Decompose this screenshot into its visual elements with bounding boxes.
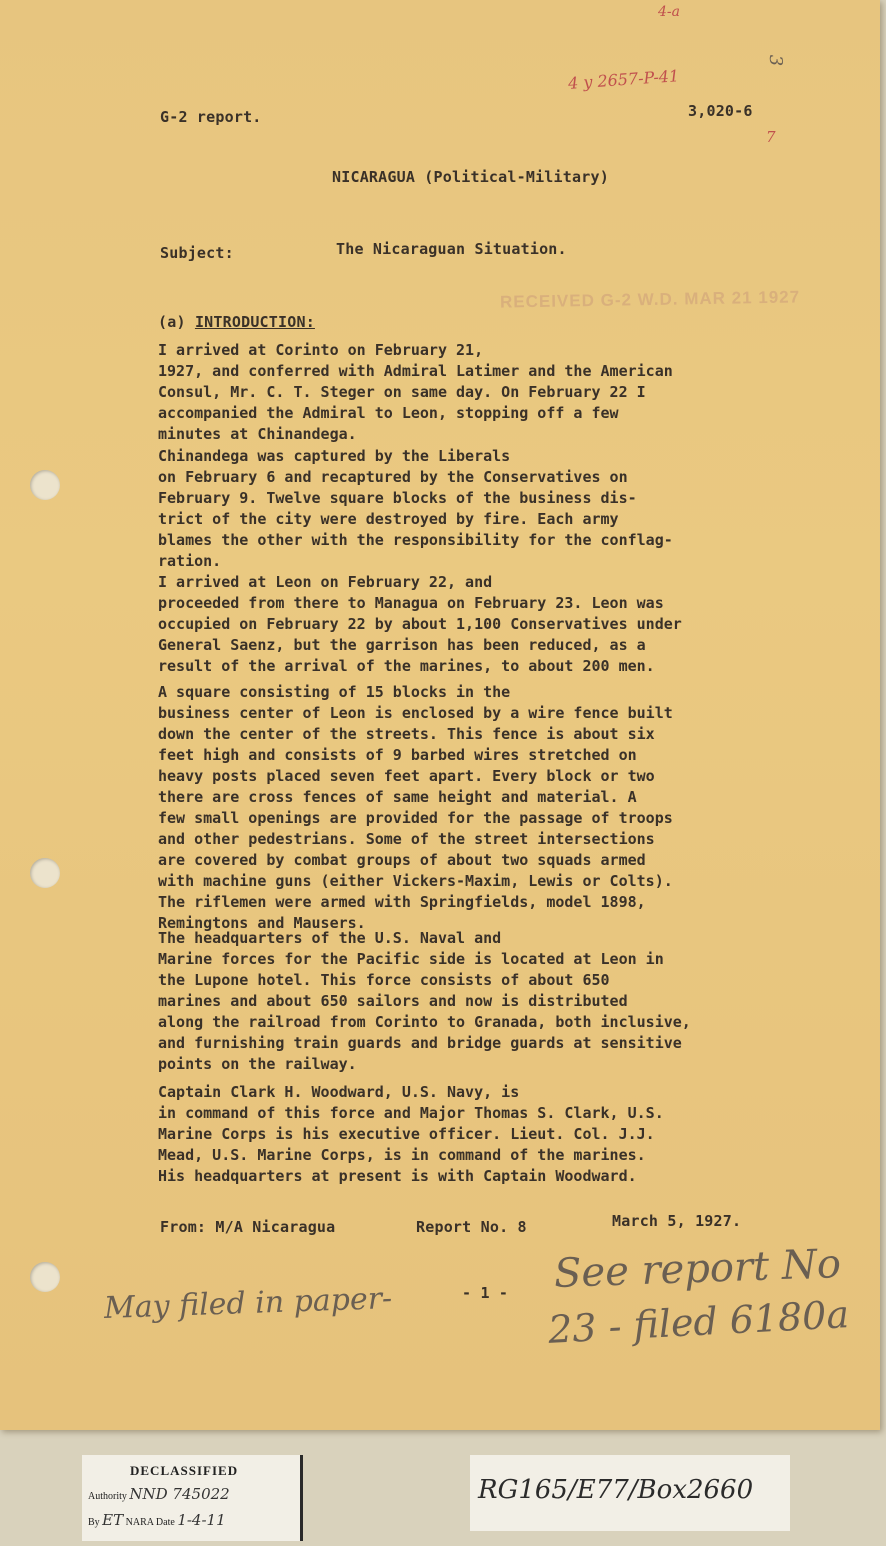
footer-report-number: Report No. 8 <box>416 1218 527 1236</box>
paragraph: A square consisting of 15 blocks in the business center of Leon is enclosed by a wire fence built down the center of the streets. This fence is about six feet high and consists of 9 barbed wires stretched on heavy posts placed seven feet apart. Every block or two there are cross fences of same height and material. A few small openings are provided for the passage of troops and other pedestrians. Some of the street intersections are covered by combat groups of about two squads armed with machine guns (either Vickers-Maxim, Lewis or Colts). The riflemen were armed with Springfields, model 1898, Remingtons and Mausers. <box>158 683 673 932</box>
handwritten-red-note: 4-a <box>658 4 680 20</box>
subject-text: The Nicaraguan Situation. <box>336 240 567 258</box>
handwritten-file-reference: 4 y 2657-P-41 <box>567 66 680 93</box>
nara-date-label: NARA Date <box>125 1517 175 1528</box>
section-heading <box>158 313 315 331</box>
declassification-stamp <box>82 1455 303 1541</box>
punch-hole <box>30 470 60 500</box>
file-number: 3,020-6 <box>688 102 753 120</box>
paragraph: Captain Clark H. Woodward, U.S. Navy, is in command of this force and Major Thomas S. Clark, U.S. Marine Corps is his executive officer. Lieut. Col. J.J. Mead, U.S. Marine Corps, is in command of the marines. His headquarters at present is with Captain Woodward. <box>158 1083 664 1185</box>
handwritten-filed-reference: 23 - filed 6180a <box>547 1292 851 1352</box>
footer-from: From: M/A Nicaragua <box>160 1218 336 1236</box>
record-group-text: RG165/E77/Box2660 <box>478 1475 754 1505</box>
punch-hole <box>30 858 60 888</box>
declassified-title: DECLASSIFIED <box>130 1463 239 1478</box>
handwritten-red-number: 7 <box>766 128 776 146</box>
handwritten-filed-note: May filed in paper- <box>103 1280 393 1327</box>
authority-value: NND 745022 <box>129 1485 230 1503</box>
footer-date: March 5, 1927. <box>612 1212 742 1230</box>
paragraph: Chinandega was captured by the Liberals on February 6 and recaptured by the Conservatives on February 9. Twelve square blocks of the business dis- trict of the city were destroyed by fire. Each army blames the other with the responsibility for the conflag- ration. <box>158 447 673 570</box>
authority-label: Authority <box>88 1491 127 1502</box>
subject-label: Subject: <box>160 244 234 262</box>
section-title: INTRODUCTION: <box>194 313 315 331</box>
report-type: G-2 report. <box>160 108 262 126</box>
paragraph: The headquarters of the U.S. Naval and Marine forces for the Pacific side is located at Leon in the Lupone hotel. This force consists of about 650 marines and about 650 sailors and now is distributed along the railroad from Corinto to Granada, both inclusive, and furnishing train guards and bridge guards at sensitive points on the railway. <box>158 929 691 1073</box>
page-number: - 1 - <box>462 1284 509 1302</box>
country-heading: NICARAGUA (Political-Military) <box>332 168 609 186</box>
handwritten-margin-number: 3 <box>765 54 787 67</box>
record-group-label <box>470 1455 790 1531</box>
authority-row <box>88 1485 230 1503</box>
received-stamp: RECEIVED G-2 W.D. MAR 21 1927 <box>499 287 801 312</box>
date-value: 1-4-11 <box>177 1511 226 1529</box>
paragraph: I arrived at Corinto on February 21, 1927, and conferred with Admiral Latimer and the American Consul, Mr. C. T. Steger on same day. On February 22 I accompanied the Admiral to Leon, stopping off a few minutes at Chinandega. <box>158 341 673 443</box>
by-value: ET <box>102 1511 124 1529</box>
by-row <box>88 1511 226 1529</box>
paragraph: I arrived at Leon on February 22, and proceeded from there to Managua on February 23. Leon was occupied on February 22 by about 1,100 Conservatives under General Saenz, but the garrison has been reduced, as a result of the arrival of the marines, to about 200 men. <box>158 573 682 675</box>
by-label: By <box>88 1517 100 1528</box>
handwritten-see-report: See report No <box>553 1241 842 1297</box>
section-label: (a) <box>158 313 186 331</box>
punch-hole <box>30 1262 60 1292</box>
